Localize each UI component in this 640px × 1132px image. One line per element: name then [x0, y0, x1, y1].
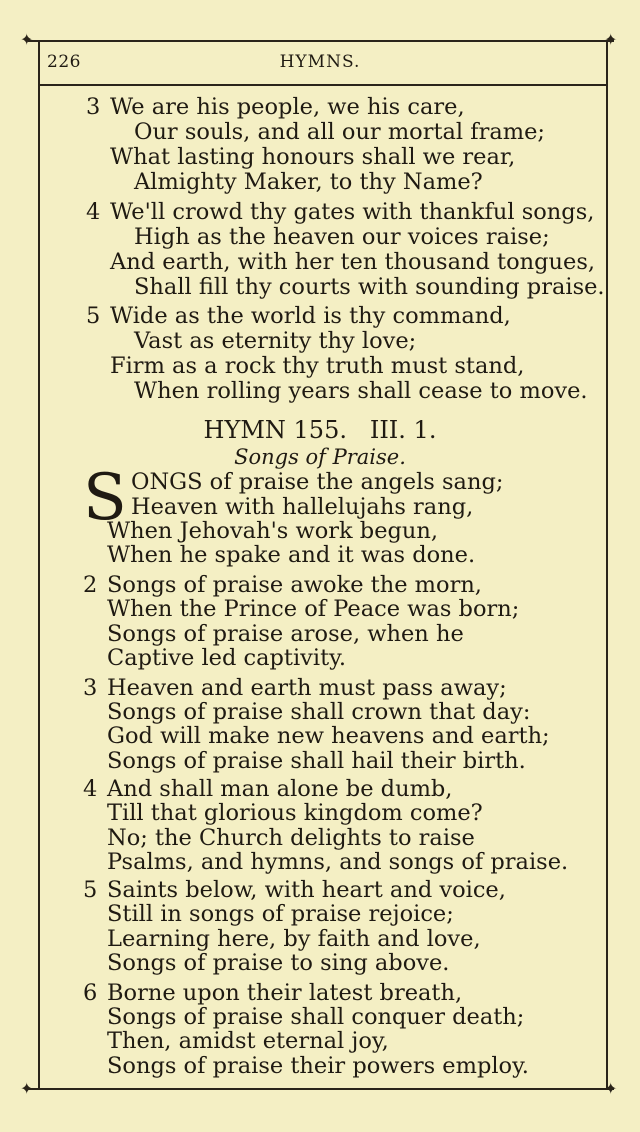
corner-ornament-icon: ✦: [604, 30, 618, 49]
verse-line: ONGS of praise the angels sang;: [131, 469, 504, 495]
header-rule: [38, 84, 606, 86]
stanza-number: 2: [83, 572, 98, 598]
verse-line: Heaven and earth must pass away;: [107, 675, 507, 701]
verse-line: Songs of praise arose, when he: [107, 621, 464, 647]
verse-line: Vast as eternity thy love;: [134, 328, 417, 354]
stanza-number: 6: [83, 980, 98, 1006]
corner-ornament-icon: ✦: [604, 1079, 618, 1098]
verse-line: Learning here, by faith and love,: [107, 926, 481, 952]
stanza-number: 3: [83, 675, 98, 701]
verse-line: We are his people, we his care,: [110, 94, 465, 120]
verse-line: Then, amidst eternal joy,: [107, 1028, 389, 1054]
verse-line: No; the Church delights to raise: [107, 825, 475, 851]
verse-line: When the Prince of Peace was born;: [107, 596, 520, 622]
verse-line: What lasting honours shall we rear,: [110, 144, 516, 170]
verse-line: Saints below, with heart and voice,: [107, 877, 506, 903]
verse-line: Our souls, and all our mortal frame;: [134, 119, 546, 145]
verse-line: Songs of praise awoke the morn,: [107, 572, 482, 598]
verse-line: High as the heaven our voices raise;: [134, 224, 550, 250]
top-rule: [28, 40, 614, 42]
left-rule: [38, 40, 40, 1090]
verse-line: Still in songs of praise rejoice;: [107, 901, 454, 927]
verse-line: Songs of praise shall crown that day:: [107, 699, 531, 725]
verse-line: God will make new heavens and earth;: [107, 723, 550, 749]
verse-line: Songs of praise shall conquer death;: [107, 1004, 525, 1030]
hymn-title: HYMN 155. III. 1.: [203, 416, 437, 444]
bottom-rule: [28, 1088, 614, 1090]
stanza-number: 4: [86, 199, 101, 225]
verse-line: Almighty Maker, to thy Name?: [134, 169, 483, 195]
verse-line: Songs of praise their powers employ.: [107, 1053, 529, 1079]
right-rule: [606, 40, 608, 1090]
hymn-subtitle: Songs of Praise.: [234, 445, 406, 469]
corner-ornament-icon: ✦: [20, 1079, 34, 1098]
verse-line: And shall man alone be dumb,: [107, 776, 453, 802]
stanza-number: 4: [83, 776, 98, 802]
verse-line: Psalms, and hymns, and songs of praise.: [107, 849, 569, 875]
drop-cap: S: [83, 461, 127, 535]
verse-line: Till that glorious kingdom come?: [107, 800, 483, 826]
verse-line: Songs of praise shall hail their birth.: [107, 748, 526, 774]
stanza-number: 5: [83, 877, 98, 903]
verse-line: Borne upon their latest breath,: [107, 980, 463, 1006]
verse-line: When he spake and it was done.: [107, 542, 476, 568]
verse-line: Heaven with hallelujahs rang,: [131, 494, 474, 520]
verse-line: When rolling years shall cease to move.: [134, 378, 588, 404]
page-number: 226: [47, 52, 81, 72]
stanza-number: 5: [86, 303, 101, 329]
corner-ornament-icon: ✦: [20, 30, 34, 49]
verse-line: Wide as the world is thy command,: [110, 303, 511, 329]
running-head: HYMNS.: [279, 52, 361, 72]
stanza-number: 3: [86, 94, 101, 120]
verse-line: Firm as a rock thy truth must stand,: [110, 353, 525, 379]
verse-line: We'll crowd thy gates with thankful songs,: [110, 199, 595, 225]
verse-line: Captive led captivity.: [107, 645, 346, 671]
verse-line: When Jehovah's work begun,: [107, 518, 439, 544]
verse-line: Shall fill thy courts with sounding praise.: [134, 274, 605, 300]
verse-line: Songs of praise to sing above.: [107, 950, 450, 976]
verse-line: And earth, with her ten thousand tongues,: [110, 249, 596, 275]
